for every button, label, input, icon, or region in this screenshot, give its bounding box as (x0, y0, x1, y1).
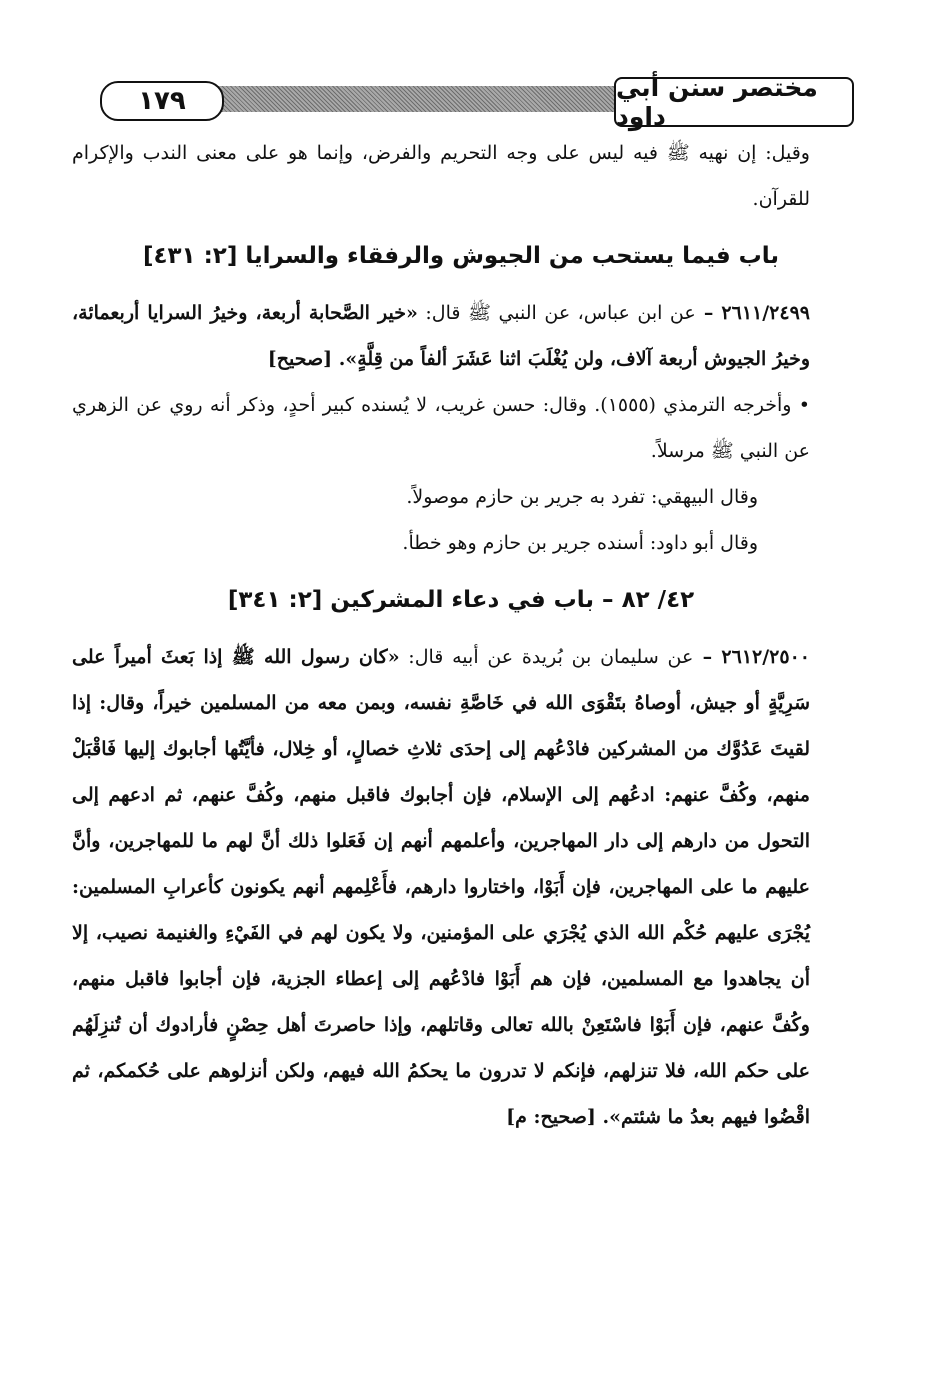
note-takhrij: • وأخرجه الترمذي (١٥٥٥). وقال: حسن غريب، لا يُسنده كبير أحدٍ، وذكر أنه روي عن الزهري عن النبي ﷺ مرسلاً. (72, 394, 810, 462)
chapter-heading: باب فيما يستحب من الجيوش والرفقاء والسرايا [٢: ٤٣١] (142, 243, 780, 269)
hadith-text: «كان رسول الله ﷺ إذا بَعثَ أميراً على سَرِيَّةٍ أو جيش، أوصاهُ بتَقْوَى الله في خَاصَّةِ نفسه، وبمن معه من المسلمين خيراً، وقال: إذا لقيتَ عَدُوَّك من المشركين فادْعُهم إلى إحدَى ثلاثِ خصالٍ، أو خِلال، فأيَّتُها أجابوك إليها فَاقْبَلْ منهم، وكُفَّ عنهم: ادعُهم إلى الإسلام، فإن أجابوك فاقبل منهم، وكُفَّ عنهم، ثم ادعهم إلى التحول من دارهم إلى دار المهاجرين، وأعلمهم أنهم إن فَعَلوا ذلك أنَّ لهم ما للمهاجرين، وأنَّ عليهم ما على المهاجرين، فإن أَبَوْا، واختاروا دارهم، فأَعْلِمهم أنهم يكونون كأعرابِ المسلمين: يُجْرَى عليهم حُكْم الله الذي يُجْرَي على المؤمنين، ولا يكون لهم في الفَيْءِ والغنيمة نصيب، إلا أن يجاهدوا مع المسلمين، فإن هم أَبَوْا فادْعُهم إلى إعطاء الجزية، فإن أجابوا فاقبل منهم، وكُفَّ عنهم، فإن أَبَوْا فاسْتَعِنْ بالله تعالى وقاتلهم، وإذا حاصرتَ أهل حِصْنٍ فأرادوك أن تُنزِلَهُم على حكم الله، فلا تنزلهم، فإنكم لا تدرون ما يحكمُ الله فيهم، ولكن أنزلوهم على حُكمكم، ثم اقْضُوا فيهم بعدُ ما شئتم». [صحيح: م] (72, 646, 810, 1128)
hadith-text: «خير الصَّحابة أربعة، وخيرُ السرايا أربعمائة، وخيرُ الجيوش أربعة آلاف، ولن يُغْلَبَ اثنا عَشَرَ ألفاً من قِلَّةٍ». [صحيح] (72, 302, 810, 370)
hadith-2611 (72, 290, 850, 382)
page-number: ١٧٩ (100, 81, 224, 121)
paragraph-continuation: وقيل: إن نهيه ﷺ فيه ليس على وجه التحريم والفرض، وإنما هو على معنى الندب والإكرام للقرآن. (72, 142, 810, 210)
hadith-chain: عن سليمان بن بُريدة عن أبيه قال: (399, 646, 694, 668)
book-title: مختصر سنن أبي داود (614, 77, 854, 127)
hadith-chain: عن ابن عباس، عن النبي ﷺ قال: (417, 302, 696, 324)
note-abu-dawud: وقال أبو داود: أسنده جرير بن حازم وهو خطأ. (402, 532, 758, 554)
hadith-2612 (72, 634, 850, 1140)
page-header (60, 72, 860, 131)
note-bayhaqi: وقال البيهقي: تفرد به جرير بن حازم موصولاً. (406, 486, 758, 508)
chapter-heading: ٤٢/ ٨٢ – باب في دعاء المشركين [٢: ٣٤١] (227, 587, 695, 613)
hadith-number: ٢٦١٢/٢٥٠٠ – (693, 646, 810, 668)
page-body (72, 130, 850, 1140)
hadith-number: ٢٦١١/٢٤٩٩ – (695, 302, 811, 324)
